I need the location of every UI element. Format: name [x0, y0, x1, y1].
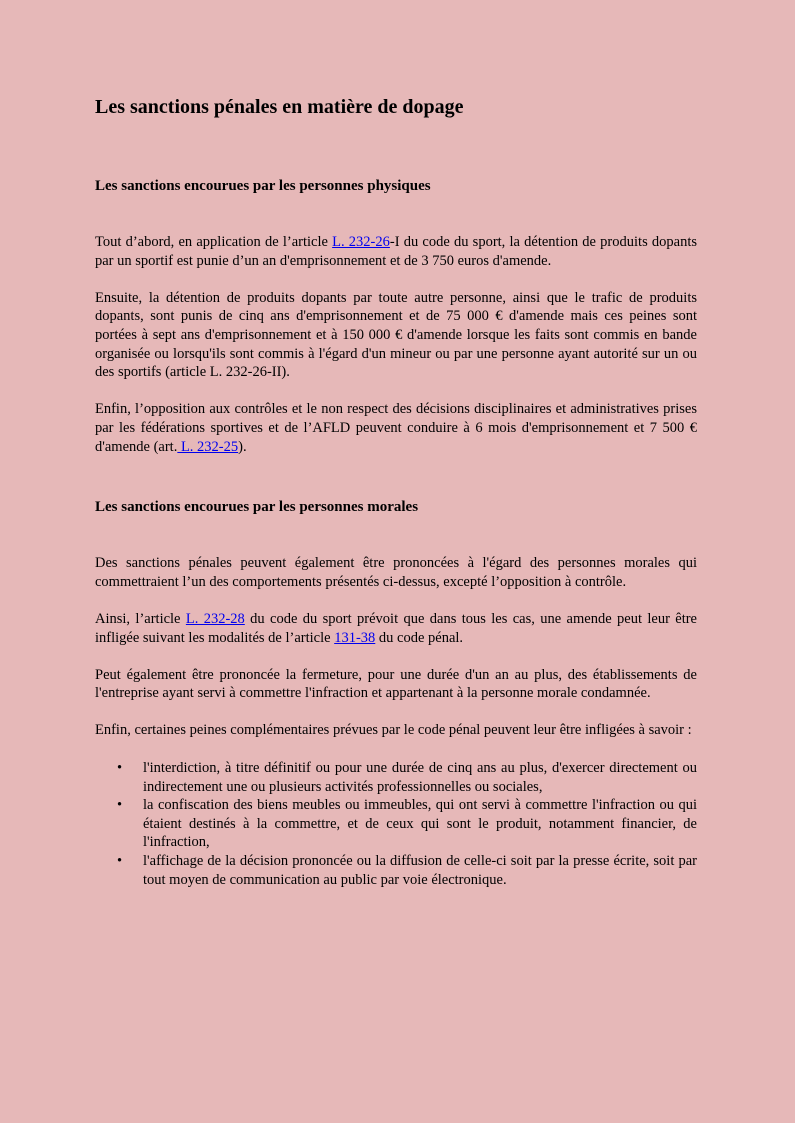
- paragraph-amende: [95, 610, 697, 647]
- paragraph-peines-complementaires: Enfin, certaines peines complémentaires prévues par le code pénal peuvent leur être infligées à savoir :: [95, 722, 692, 739]
- bullet-icon: •: [117, 760, 123, 777]
- list-item: [95, 759, 697, 796]
- document-content: [95, 95, 697, 889]
- paragraph-opposition: [95, 400, 697, 456]
- bullet-icon: •: [117, 853, 123, 870]
- paragraph-text: Tout d’abord, en application de l’article: [95, 234, 333, 250]
- paragraph-text: -I du code du sport, la détention de produits dopants par un sportif est punie d’un an d'emprisonnement et de 3 750 euros d'amende.: [95, 234, 698, 269]
- paragraph-text: Enfin, l’opposition aux contrôles et le non respect des décisions disciplinaires et administratives prises par les fédérations sportives et de l’AFLD peuvent conduire à 6 mois d'emprisonnement et 7 500 € d'amende (art.: [95, 401, 697, 455]
- paragraph-text: Ainsi, l’article: [95, 610, 186, 627]
- list-item-text: l'affichage de la décision prononcée ou la diffusion de celle-ci soit par la presse écrite, soit par tout moyen de communication au public par voie électronique.: [143, 853, 697, 888]
- paragraph-detention-sportif: [95, 233, 697, 270]
- list-item-text: la confiscation des biens meubles ou immeubles, qui ont servi à commettre l'infraction ou qui étaient destinés à la commettre, et de ceux qui sont le produit, notamment financier, de l'infraction,: [143, 797, 697, 851]
- paragraph-personnes-morales: Des sanctions pénales peuvent également être prononcées à l'égard des personnes morales qui commettraient l’un des comportements présentés ci-dessus, excepté l’opposition à contrôle.: [95, 555, 697, 590]
- article-link-l232-26[interactable]: L. 232-26: [332, 234, 390, 250]
- list-item: [95, 796, 697, 852]
- list-item: [95, 852, 697, 889]
- peines-list: [95, 759, 697, 889]
- paragraph-text: ).: [238, 438, 247, 455]
- bullet-icon: •: [117, 797, 123, 814]
- page-title: Les sanctions pénales en matière de dopage: [95, 96, 464, 118]
- paragraph-trafic: Ensuite, la détention de produits dopants par toute autre personne, ainsi que le trafic de produits dopants, sont punis de cinq ans d'emprisonnement et de 75 000 € d'amende mais ces peines sont portées à sept ans d'emprisonnement et à 150 000 € d'amende lorsque les faits sont commis en bande organisée ou lorsqu'ils sont commis à l'égard d'un mineur ou par une personne ayant autorité sur un ou des sportifs (article L. 232-26-II).: [95, 289, 697, 381]
- paragraph-text: du code pénal.: [375, 629, 464, 646]
- article-link-131-38[interactable]: 131-38: [334, 629, 376, 646]
- list-item-text: l'interdiction, à titre définitif ou pour une durée de cinq ans au plus, d'exercer directement ou indirectement une ou plusieurs activités professionnelles ou sociales,: [143, 760, 697, 795]
- section-heading-morales: Les sanctions encourues par les personnes morales: [95, 499, 419, 516]
- article-link-l232-28[interactable]: L. 232-28: [185, 610, 245, 627]
- section-heading-physiques: Les sanctions encourues par les personnes physiques: [95, 178, 431, 194]
- paragraph-text: du code du sport prévoit que dans tous les cas, une amende peut leur être infligée suivant les modalités de l’article: [95, 610, 697, 646]
- article-link-l232-25[interactable]: L. 232-25: [177, 438, 239, 455]
- paragraph-fermeture: Peut également être prononcée la fermeture, pour une durée d'un an au plus, des établissements de l'entreprise ayant servi à commettre l'infraction et appartenant à la personne morale condamnée.: [95, 666, 697, 702]
